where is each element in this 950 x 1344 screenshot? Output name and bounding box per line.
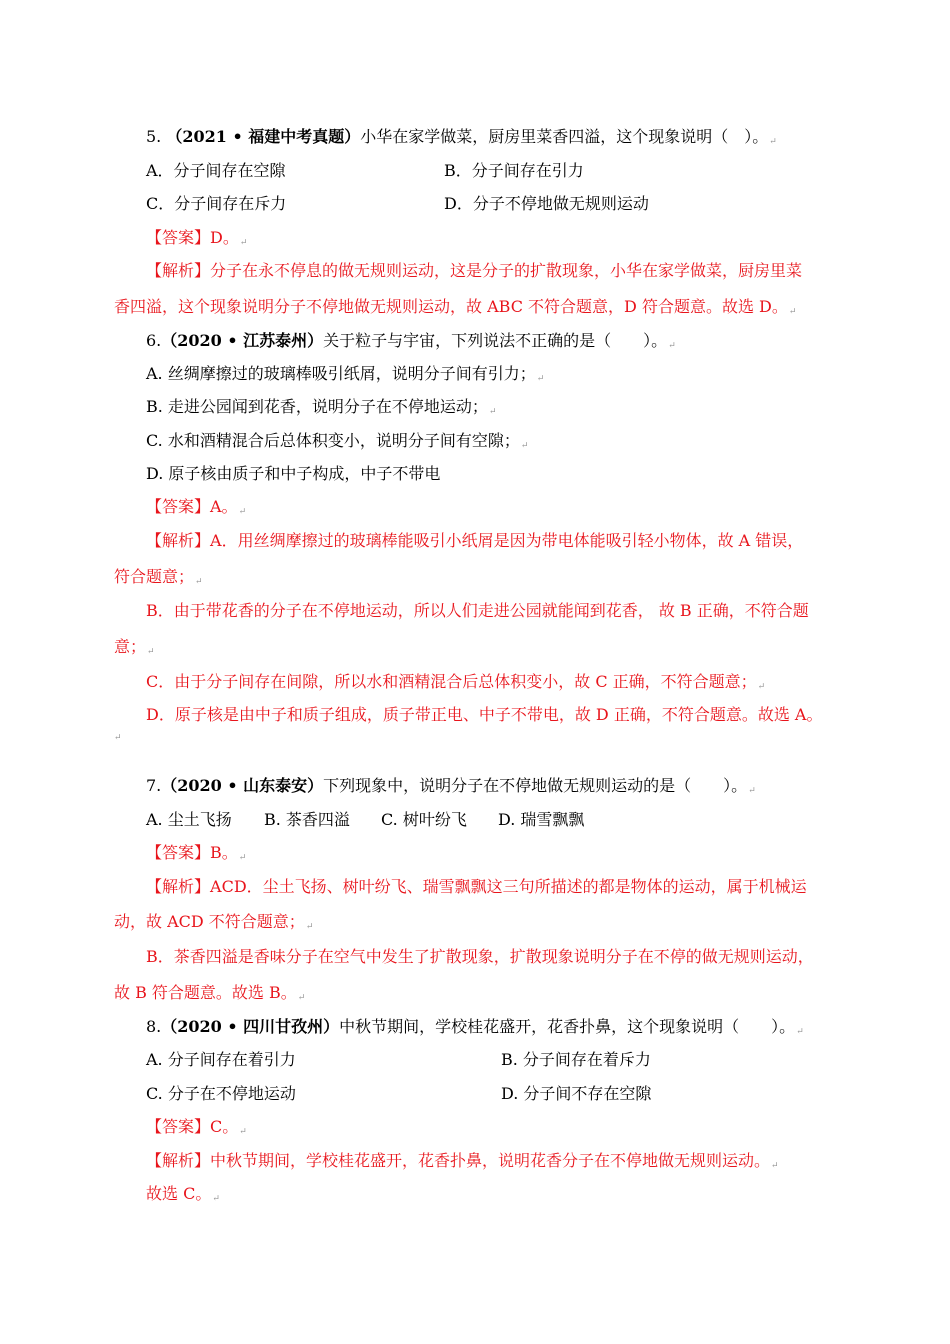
q6-option-d: D. 原子核由质子和中子构成，中子不带电 <box>146 464 441 483</box>
paragraph-mark-icon: ↵ <box>796 1027 804 1037</box>
q8-analysis-line-2 <box>146 1183 220 1210</box>
q6-analysis-line-1 <box>146 530 803 552</box>
q8-option-c: C. 分子在不停地运动 <box>146 1084 296 1103</box>
q7-analysis-line-2 <box>114 911 313 938</box>
q8-number: 8. <box>146 1017 162 1036</box>
paragraph-mark-icon: ↵ <box>147 647 155 657</box>
q6-analysis-line-2 <box>114 566 203 593</box>
paragraph-mark-icon: ↵ <box>238 853 247 863</box>
paragraph-mark-icon: ↵ <box>195 577 203 587</box>
q8-analysis-label: 【解析】 <box>146 1151 211 1170</box>
q7-analysis-line-3: B．茶香四溢是香味分子在空气中发生了扩散现象，扩散现象说明分子在不停的做无规则运动， <box>146 947 814 966</box>
q7-analysis-text-2: 动，故 ACD 不符合题意； <box>114 912 305 931</box>
q6-option-c-line <box>146 430 528 457</box>
q6-stem: 关于粒子与宇宙，下列说法不正确的是（ ）。 <box>323 331 668 350</box>
paragraph-mark-icon: ↵ <box>114 733 122 743</box>
q6-analysis-a2: 符合题意； <box>114 567 195 586</box>
q5-source: （2021 • 福建中考真题） <box>166 127 361 146</box>
q5-answer: 【答案】D。 <box>146 228 239 247</box>
q5-option-d: D．分子不停地做无规则运动 <box>444 194 649 213</box>
q7-analysis-text-1: ACD．尘土飞扬、树叶纷飞、瑞雪飘飘这三句所描述的都是物体的运动，属于机械运 <box>210 877 807 896</box>
q7-number: 7. <box>146 776 162 795</box>
q7-option-d: D. 瑞雪飘飘 <box>498 810 585 829</box>
q6-stem-line <box>146 330 676 357</box>
q7-source: （2020 • 山东泰安） <box>161 776 324 795</box>
q8-stem: 中秋节期间，学校桂花盛开，花香扑鼻，这个现象说明（ ）。 <box>339 1017 796 1036</box>
q6-source: （2020 • 江苏泰州） <box>161 331 324 350</box>
q6-option-c: C. 水和酒精混合后总体积变小，说明分子间有空隙； <box>146 431 520 450</box>
paragraph-mark-icon: ↵ <box>757 682 766 692</box>
q7-option-c: C. 树叶纷飞 <box>381 810 467 829</box>
q8-option-a: A. 分子间存在着引力 <box>146 1050 296 1069</box>
q7-analysis-line-4 <box>114 982 305 1009</box>
q5-analysis-line-1 <box>146 260 802 282</box>
q7-analysis-text-4: 故 B 符合题意。故选 B。 <box>114 983 297 1002</box>
q7-option-a: A. 尘土飞扬 <box>146 810 232 829</box>
paragraph-mark-icon: ↵ <box>305 922 314 932</box>
q6-analysis-line-3: B．由于带花香的分子在不停地运动，所以人们走进公园就能闻到花香， 故 B 正确，不符合题 <box>146 601 809 620</box>
q8-stem-line <box>146 1016 804 1043</box>
q6-analysis-c: C．由于分子间存在间隙，所以水和酒精混合后总体积变小，故 C 正确，不符合题意； <box>146 672 757 691</box>
q6-analysis-a1: A．用丝绸摩擦过的玻璃棒能吸引小纸屑是因为带电体能吸引轻小物体，故 A 错误， <box>210 531 804 550</box>
paragraph-mark-icon: ↵ <box>212 1194 220 1204</box>
q8-analysis-text-2: 故选 C。 <box>146 1184 212 1203</box>
q5-analysis-text-2: 香四溢，这个现象说明分子不停地做无规则运动，故 ABC 不符合题意，D 符合题意。故选 D。 <box>114 297 788 316</box>
q6-analysis-line-4 <box>114 636 155 663</box>
q5-option-a: A．分子间存在空隙 <box>146 161 286 180</box>
q6-answer: 【答案】A。 <box>146 497 238 516</box>
q5-option-c: C．分子间存在斥力 <box>146 194 287 213</box>
q5-option-b: B．分子间存在引力 <box>444 161 584 180</box>
paragraph-mark-icon: ↵ <box>771 1161 779 1171</box>
paragraph-mark-icon: ↵ <box>239 1127 247 1137</box>
q8-answer-line <box>146 1116 247 1143</box>
paragraph-mark-icon: ↵ <box>788 307 797 317</box>
q6-analysis-b2: 意； <box>114 637 147 656</box>
q6-analysis-line-6: D．原子核是由中子和质子组成，质子带正电、中子不带电，故 D 正确，不符合题意。故选 A。 <box>146 705 823 724</box>
q5-answer-line <box>146 227 247 254</box>
q6-analysis-line-5 <box>146 671 765 698</box>
q8-answer: 【答案】C。 <box>146 1117 239 1136</box>
q7-option-b: B. 茶香四溢 <box>264 810 350 829</box>
q8-analysis-line-1 <box>146 1150 779 1177</box>
q6-option-b-line <box>146 396 496 423</box>
q5-analysis-line-2 <box>114 296 796 323</box>
paragraph-mark-icon: ↵ <box>668 341 676 351</box>
q5-stem-line <box>146 126 777 153</box>
q6-option-a-line <box>146 363 544 390</box>
q5-stem: 小华在家学做菜，厨房里菜香四溢，这个现象说明（ ）。 <box>360 127 769 146</box>
paragraph-mark-icon: ↵ <box>520 441 529 451</box>
q7-analysis-label: 【解析】 <box>146 877 211 896</box>
paragraph-mark-icon: ↵ <box>536 374 545 384</box>
q7-answer-line <box>146 842 246 869</box>
q8-source: （2020 • 四川甘孜州） <box>161 1017 340 1036</box>
q7-stem: 下列现象中，说明分子在不停地做无规则运动的是（ ）。 <box>323 776 748 795</box>
q6-answer-line <box>146 496 246 523</box>
paragraph-mark-icon: ↵ <box>239 238 248 248</box>
q6-analysis-label: 【解析】 <box>146 531 211 550</box>
paragraph-mark-icon: ↵ <box>238 507 247 517</box>
paragraph-mark-icon: ↵ <box>297 993 306 1003</box>
q5-analysis-label: 【解析】 <box>146 261 211 280</box>
q8-option-d: D. 分子间不存在空隙 <box>501 1084 652 1103</box>
q8-option-b: B. 分子间存在着斥力 <box>501 1050 651 1069</box>
q7-stem-line <box>146 775 756 802</box>
q6-number: 6. <box>146 331 162 350</box>
q6-option-a: A. 丝绸摩擦过的玻璃棒吸引纸屑，说明分子间有引力； <box>146 364 536 383</box>
paragraph-mark-icon: ↵ <box>488 407 497 417</box>
q7-analysis-line-1 <box>146 876 807 898</box>
q5-analysis-text-1: 分子在永不停息的做无规则运动，这是分子的扩散现象，小华在家学做菜，厨房里菜 <box>210 261 803 280</box>
q5-number: 5. <box>146 127 162 146</box>
paragraph-mark-icon: ↵ <box>748 786 756 796</box>
q6-option-b: B. 走进公园闻到花香，说明分子在不停地运动； <box>146 397 488 416</box>
q8-analysis-text-1: 中秋节期间，学校桂花盛开，花香扑鼻，说明花香分子在不停地做无规则运动。 <box>210 1151 771 1170</box>
q7-answer: 【答案】B。 <box>146 843 238 862</box>
paragraph-mark-icon: ↵ <box>769 137 777 147</box>
